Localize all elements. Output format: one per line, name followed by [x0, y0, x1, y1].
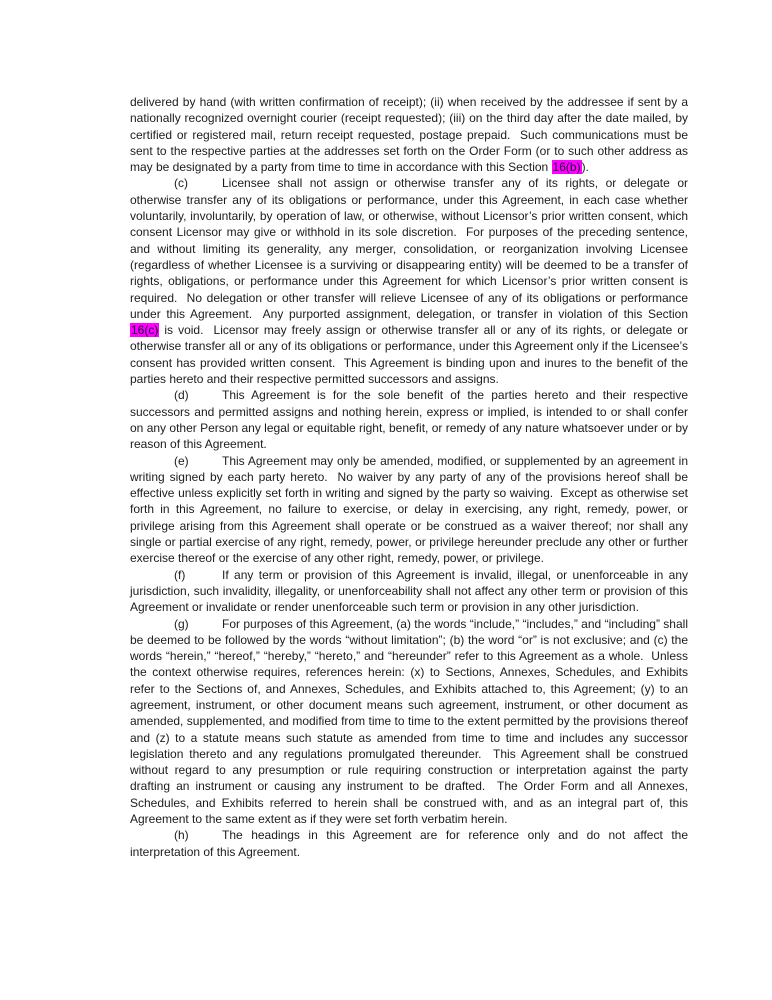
paragraph-label: (d): [174, 388, 189, 403]
paragraph-text: For purposes of this Agreement, (a) the words “include,” “includes,” and “including” shall be deemed to be followed by the words “without limitation”; (b) the word “or” is not exclusive; and (c) the words “herein,” “hereof,” “hereby,” “hereto,” and “hereunder” refer to this Agreement as a whole. Unless the context otherwise requires, references herein: (x) to Sections, Annexes, Schedules, and Exhibits refer to the Sections of, and Annexes, Schedules, and Exhibits attached to, this Agreement; (y) to an agreement, instrument, or other document means such agreement, instrument, or other document as amended, supplemented, and modified from time to time to the extent permitted by the provisions thereof and (z) to a statute means such statute as amended from time to time and includes any successor legislation thereto and any regulations promulgated thereunder. This Agreement shall be construed without regard to any presumption or rule requiring construction or interpretation against the party drafting an instrument or causing any instrument to be drafted. The Order Form and all Annexes, Schedules, and Exhibits referred to herein shall be construed with, and as an integral part of, this Agreement to the same extent as if they were set forth verbatim herein.: [130, 616, 688, 827]
paragraph: [130, 827, 688, 860]
paragraph: [130, 387, 688, 452]
paragraph: [130, 175, 688, 387]
paragraph-text: Licensee shall not assign or otherwise transfer any of its rights, or delegate or otherwise transfer any of its obligations or performance, under this Agreement, in each case whether voluntarily, involuntarily, by operation of law, or otherwise, without Licensor’s prior written consent, which consent Licensor may give or withhold in its sole discretion. For purposes of the preceding sentence, and without limiting its generality, any merger, consolidation, or reorganization involving Licensee (regardless of whether Licensee is a surviving or disappearing entity) will be deemed to be a transfer of rights, obligations, or performance under this Agreement for which Licensor’s prior written consent is required. No delegation or other transfer will relieve Licensee of any of its obligations or performance under this Agreement. Any purported assignment, delegation, or transfer in violation of this Section: [130, 176, 688, 321]
paragraph: [130, 94, 688, 175]
document-body: [130, 94, 688, 860]
paragraph-label: (f): [174, 567, 186, 582]
paragraph-text: delivered by hand (with written confirmation of receipt); (ii) when received by the addressee if sent by a nationally recognized overnight courier (receipt requested); (iii) on the third day after the date mailed, by certified or registered mail, return receipt requested, postage prepaid. Such communications must be sent to the respective parties at the addresses set forth on the Order Form (or to such other address as may be designated by a party from time to time in accordance with this Section: [130, 95, 688, 175]
section-reference-highlight[interactable]: 16(b): [552, 160, 581, 175]
paragraph-text: is void. Licensor may freely assign or otherwise transfer all or any of its rights, or delegate or otherwise transfer all or any of its obligations or performance, under this Agreement only if the Licensee’s consent has provided written consent. This Agreement is binding upon and inures to the benefit of the parties hereto and their respective permitted successors and assigns.: [130, 323, 688, 387]
paragraph: [130, 453, 688, 567]
paragraph-text: This Agreement is for the sole benefit of the parties hereto and their respective successors and permitted assigns and nothing herein, express or implied, is intended to or shall confer on any other Person any legal or equitable right, benefit, or remedy of any nature whatsoever under or by reason of this Agreement.: [130, 388, 688, 452]
paragraph-text: The headings in this Agreement are for reference only and do not affect the interpretation of this Agreement.: [130, 828, 688, 859]
paragraph-text: ).: [581, 160, 589, 175]
paragraph-label: (e): [174, 453, 189, 468]
paragraph: [130, 567, 688, 616]
paragraph-label: (h): [174, 828, 189, 843]
paragraph-label: (g): [174, 616, 189, 631]
paragraph: [130, 616, 688, 828]
paragraph-text: This Agreement may only be amended, modified, or supplemented by an agreement in writing signed by each party hereto. No waiver by any party of any of the provisions hereof shall be effective unless explicitly set forth in writing and signed by the party so waiving. Except as otherwise set forth in this Agreement, no failure to exercise, or delay in exercising, any right, remedy, power, or privilege arising from this Agreement shall operate or be construed as a waiver thereof; nor shall any single or partial exercise of any right, remedy, power, or privilege hereunder preclude any other or further exercise thereof or the exercise of any other right, remedy, power, or privilege.: [130, 453, 688, 566]
paragraph-label: (c): [174, 176, 188, 191]
paragraph-text: If any term or provision of this Agreement is invalid, illegal, or unenforceable in any jurisdiction, such invalidity, illegality, or unenforceability shall not affect any other term or provision of this Agreement or invalidate or render unenforceable such term or provision in any other jurisdiction.: [130, 567, 688, 615]
section-reference-highlight[interactable]: 16(c): [131, 323, 159, 338]
